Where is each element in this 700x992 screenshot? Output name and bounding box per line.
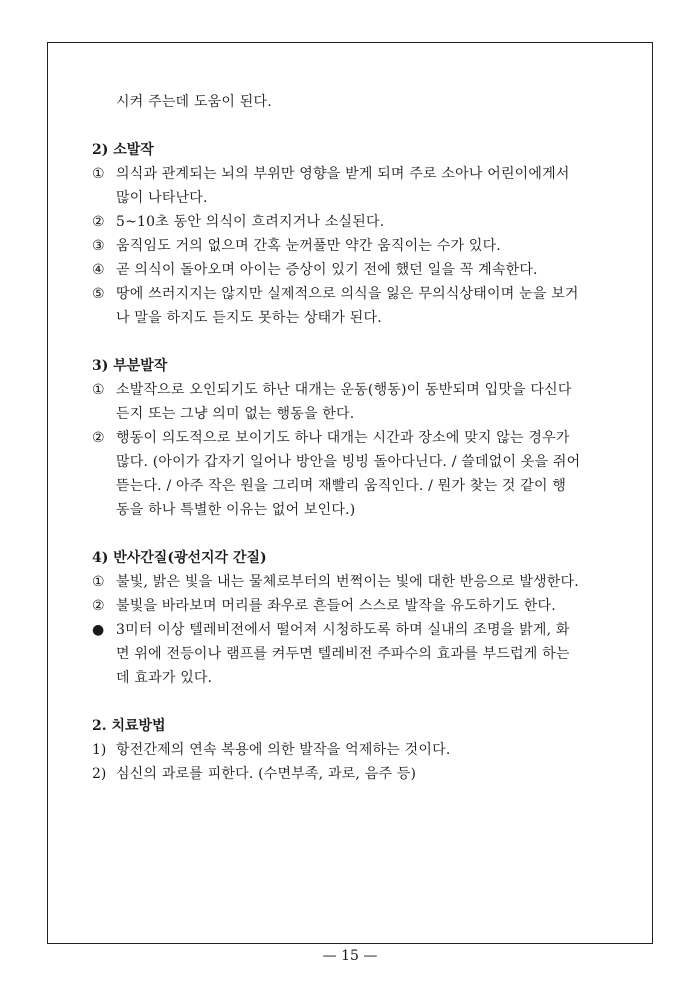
list-item-marker: ④ xyxy=(92,262,105,278)
list-item-text xyxy=(116,210,384,234)
list-item-marker: ⑤ xyxy=(92,286,105,302)
section-heading: 2. 치료방법 xyxy=(92,718,166,734)
list-item-text xyxy=(116,162,570,210)
list-item xyxy=(92,594,620,618)
list-item xyxy=(92,378,620,426)
text-line: 많다. (아이가 갑자기 일어나 방안을 빙빙 돌아다닌다. / 쓸데없이 옷을 쥐어 xyxy=(116,454,581,470)
text-line: 나 말을 하지도 듣지도 못하는 상태가 된다. xyxy=(116,310,382,326)
text-line: 소발작으로 오인되기도 하난 대개는 운동(행동)이 동반되며 입맛을 다신다 xyxy=(116,382,572,398)
list-item-text xyxy=(116,762,416,786)
intro-line: 시켜 주는데 도움이 된다. xyxy=(116,94,272,110)
text-line: 동을 하나 특별한 이유는 없어 보인다.) xyxy=(116,502,356,518)
list-item-marker: ② xyxy=(92,430,105,446)
text-line: 불빛을 바라보며 머리를 좌우로 흔들어 스스로 발작을 유도하기도 한다. xyxy=(116,598,556,614)
text-line: 3미터 이상 텔레비전에서 떨어져 시청하도록 하며 실내의 조명을 밝게, 화 xyxy=(116,622,570,638)
list-item-text xyxy=(116,594,556,618)
list-item xyxy=(92,426,620,522)
list-item-text xyxy=(116,378,572,426)
list-item-text xyxy=(116,282,579,330)
section-heading: 3) 부분발작 xyxy=(92,358,168,374)
text-line: 많이 나타난다. xyxy=(116,190,208,206)
text-line: 항전간제의 연속 복용에 의한 발작을 억제하는 것이다. xyxy=(116,742,451,758)
text-line: 심신의 과로를 피한다. (수면부족, 과로, 음주 등) xyxy=(116,766,417,782)
list-item-marker: ③ xyxy=(92,238,105,254)
text-line: 불빛, 밝은 빛을 내는 물체로부터의 번쩍이는 빛에 대한 반응으로 발생한다. xyxy=(116,574,579,590)
list-item-marker: ② xyxy=(92,214,105,230)
section-treatment xyxy=(92,714,620,786)
list-item xyxy=(92,738,620,762)
list-item-text xyxy=(116,426,580,522)
list-item-text xyxy=(116,570,579,594)
document-body xyxy=(92,90,620,786)
list-item xyxy=(92,570,620,594)
section-reflex-epilepsy xyxy=(92,546,620,690)
list-item-marker: ② xyxy=(92,598,105,614)
text-line: 5~10초 동안 의식이 흐려지거나 소실된다. xyxy=(116,214,385,230)
page-number: — 15 — xyxy=(322,948,378,964)
text-line: 뜯는다. / 아주 작은 원을 그리며 재빨리 움직인다. / 뭔가 찾는 것 같이 행 xyxy=(116,478,567,494)
list-item-marker: ● xyxy=(92,622,105,638)
text-line: 땅에 쓰러지지는 않지만 실제적으로 의식을 잃은 무의식상태이며 눈을 보거 xyxy=(116,286,579,302)
list-item-marker: ① xyxy=(92,382,105,398)
list-item xyxy=(92,210,620,234)
list-item-marker: ① xyxy=(92,574,105,590)
list-item-text xyxy=(116,258,538,282)
list-item xyxy=(92,618,620,690)
section-heading: 2) 소발작 xyxy=(92,142,154,158)
section-seizure-petit-mal xyxy=(92,138,620,330)
list-item xyxy=(92,282,620,330)
list-item-marker: ① xyxy=(92,166,105,182)
text-line: 든지 또는 그냥 의미 없는 행동을 한다. xyxy=(116,406,355,422)
list-item xyxy=(92,234,620,258)
list-item-text xyxy=(116,618,570,690)
section-heading: 4) 반사간질(광선지각 간질) xyxy=(92,550,267,566)
text-line: 데 효과가 있다. xyxy=(116,670,213,686)
list-item xyxy=(92,762,620,786)
list-item-text xyxy=(116,234,501,258)
text-line: 행동이 의도적으로 보이기도 하나 대개는 시간과 장소에 맞지 않는 경우가 xyxy=(116,430,570,446)
list-item-text xyxy=(116,738,450,762)
list-item xyxy=(92,258,620,282)
text-line: 움직임도 거의 없으며 간혹 눈꺼풀만 약간 움직이는 수가 있다. xyxy=(116,238,501,254)
list-item-marker: 2) xyxy=(92,766,107,782)
list-item xyxy=(92,162,620,210)
list-item-marker: 1) xyxy=(92,742,107,758)
text-line: 면 위에 전등이나 램프를 켜두면 텔레비전 주파수의 효과를 부드럽게 하는 xyxy=(116,646,570,662)
section-partial-seizure xyxy=(92,354,620,522)
text-line: 곧 의식이 돌아오며 아이는 증상이 있기 전에 했던 일을 꼭 계속한다. xyxy=(116,262,538,278)
text-line: 의식과 관계되는 뇌의 부위만 영향을 받게 되며 주로 소아나 어린이에게서 xyxy=(116,166,570,182)
